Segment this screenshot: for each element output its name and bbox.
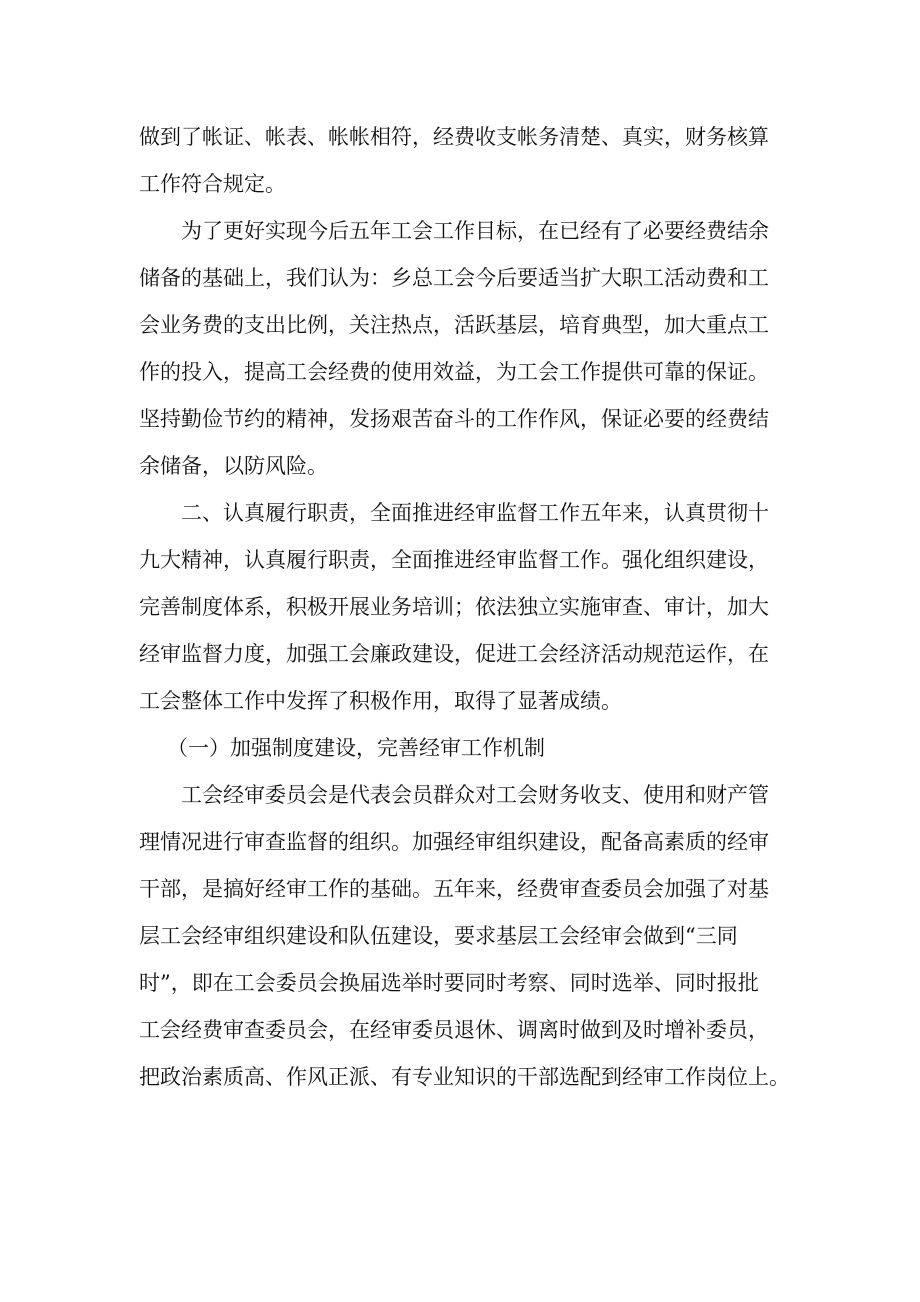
- document-body: [139, 114, 789, 1101]
- text-line: 储备的基础上，我们认为：乡总工会今后要适当扩大职工活动费和工: [139, 266, 769, 290]
- text-line: 时”，即在工会委员会换届选举时要同时考察、同时选举、同时报批: [139, 971, 759, 995]
- text-line: 干部，是搞好经审工作的基础。五年来，经费审查委员会加强了对基: [139, 877, 769, 901]
- section-heading: （一）加强制度建设，完善经审工作机制: [167, 736, 545, 760]
- text-line: 会业务费的支出比例，关注热点，活跃基层，培育典型，加大重点工: [139, 313, 769, 337]
- text-line: 层工会经审组织建设和队伍建设，要求基层工会经审会做到“三同: [139, 924, 738, 948]
- text-line: 把政治素质高、作风正派、有专业知识的干部选配到经审工作岗位上。: [139, 1065, 790, 1089]
- text-line: 坚持勤俭节约的精神，发扬艰苦奋斗的工作作风，保证必要的经费结: [139, 407, 769, 431]
- text-line: 工会整体工作中发挥了积极作用，取得了显著成绩。: [139, 689, 622, 713]
- text-line: 理情况进行审查监督的组织。加强经审组织建设，配备高素质的经审: [139, 830, 769, 854]
- text-line: 工作符合规定。: [139, 172, 286, 196]
- text-line: 做到了帐证、帐表、帐帐相符，经费收支帐务清楚、真实，财务核算: [139, 125, 769, 149]
- text-line: 经审监督力度，加强工会廉政建设，促进工会经济活动规范运作，在: [139, 642, 769, 666]
- text-line: 工会经审委员会是代表会员群众对工会财务收支、使用和财产管: [181, 783, 769, 807]
- text-line: 余储备，以防风险。: [139, 454, 328, 478]
- text-line: 作的投入，提高工会经费的使用效益，为工会工作提供可靠的保证。: [139, 360, 769, 384]
- text-line: 工会经费审查委员会，在经审委员退休、调离时做到及时增补委员，: [139, 1018, 769, 1042]
- text-line: 二、认真履行职责，全面推进经审监督工作五年来，认真贯彻十: [181, 501, 769, 525]
- text-line: 为了更好实现今后五年工会工作目标，在已经有了必要经费结余: [181, 219, 769, 243]
- text-line: 完善制度体系，积极开展业务培训；依法独立实施审查、审计，加大: [139, 595, 769, 619]
- text-line: 九大精神，认真履行职责，全面推进经审监督工作。强化组织建设，: [139, 548, 769, 572]
